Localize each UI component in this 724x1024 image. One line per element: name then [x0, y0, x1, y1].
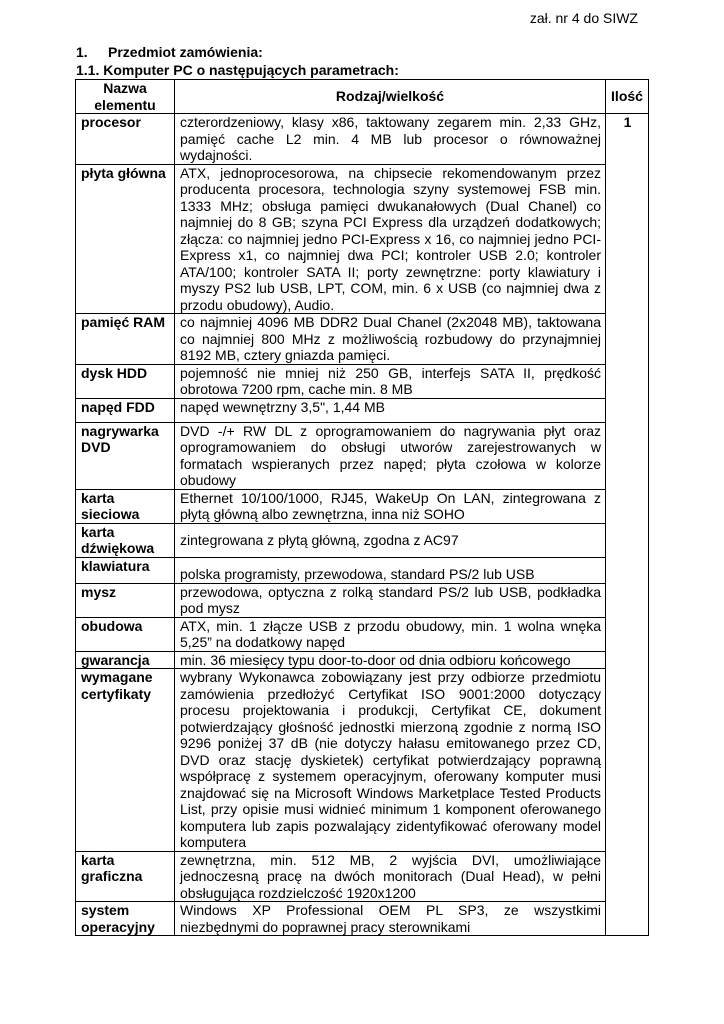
header-name: Nazwa elementu [76, 80, 175, 114]
row-description: zewnętrzna, min. 512 MB, 2 wyjścia DVI, umożliwiające jednoczesną pracę na dwóch monitorach (Dual Head), w pełni obsługująca rozdzielczość 1920x1200 [175, 851, 606, 902]
row-name: klawiatura [76, 557, 175, 583]
table-row [76, 617, 649, 651]
quantity-cell: 1 [606, 114, 649, 936]
row-description: ATX, jednoprocesorowa, na chipsecie rekomendowanym przez producenta procesora, technologia szyny systemowej FSB min. 1333 MHz; obsługa pamięci dwukanałowych (Dual Chanel) co najmniej do 8 GB; szyna PCI Express dla urządzeń dodatkowych; złącza: co najmniej jedno PCI-Express x 16, co najmniej jedno PCI-Express x1, co najmniej dwa PCI; kontroler USB 2.0; kontroler ATA/100; kontroler SATA II; porty zewnętrzne: porty klawiatury i myszy PS2 lub USB, LPT, COM, min. 6 x USB (co najmniej dwa z przodu obudowy), Audio. [175, 164, 606, 314]
row-description: polska programisty, przewodowa, standard PS/2 lub USB [175, 557, 606, 583]
row-name: karta sieciowa [76, 489, 175, 523]
row-name: procesor [76, 114, 175, 165]
table-row [76, 114, 649, 165]
row-description: czterordzeniowy, klasy x86, taktowany zegarem min. 2,33 GHz, pamięć cache L2 min. 4 MB lub procesor o równoważnej wydajności. [175, 114, 606, 165]
row-name: pamięć RAM [76, 314, 175, 365]
table-row [76, 364, 649, 398]
row-description: zintegrowana z płytą główną, zgodna z AC97 [175, 523, 606, 557]
row-name: karta graficzna [76, 851, 175, 902]
row-name: obudowa [76, 617, 175, 651]
table-row [76, 489, 649, 523]
row-description: DVD -/+ RW DL z oprogramowaniem do nagrywania płyt oraz oprogramowaniem do obsługi utworów zarejestrowanych w formatach wspieranych przez napęd; płyta czołowa w kolorze obudowy [175, 422, 606, 489]
table-row [76, 164, 649, 314]
row-description: ATX, min. 1 złącze USB z przodu obudowy, min. 1 wolna wnęka 5,25” na dodatkowy napęd [175, 617, 606, 651]
section-heading [76, 44, 263, 60]
table-row [76, 314, 649, 365]
section-title: Przedmiot zamówienia: [108, 44, 263, 60]
row-name: mysz [76, 583, 175, 617]
row-name: system operacyjny [76, 902, 175, 936]
header-quantity: Ilość [606, 80, 649, 114]
table-row [76, 651, 649, 669]
subsection-heading: 1.1. Komputer PC o następujących parametrach: [76, 62, 399, 78]
row-name: wymagane certyfikaty [76, 669, 175, 852]
table-row [76, 669, 649, 852]
row-description: min. 36 miesięcy typu door-to-door od dnia odbioru końcowego [175, 651, 606, 669]
attachment-label: zał. nr 4 do SIWZ [529, 10, 638, 26]
table-row [76, 422, 649, 489]
row-description: co najmniej 4096 MB DDR2 Dual Chanel (2x2048 MB), taktowana co najmniej 800 MHz z możliwością rozbudowy do przynajmniej 8192 MB, cztery gniazda pamięci. [175, 314, 606, 365]
table-row [76, 902, 649, 936]
row-description: napęd wewnętrzny 3,5", 1,44 MB [175, 398, 606, 422]
row-name: płyta główna [76, 164, 175, 314]
table-row [76, 523, 649, 557]
table-row [76, 851, 649, 902]
table-row [76, 583, 649, 617]
spec-table [75, 79, 649, 936]
table-row [76, 557, 649, 583]
row-name: napęd FDD [76, 398, 175, 422]
row-name: dysk HDD [76, 364, 175, 398]
row-name: karta dźwiękowa [76, 523, 175, 557]
row-description: wybrany Wykonawca zobowiązany jest przy odbiorze przedmiotu zamówienia przedłożyć Certyfikat ISO 9001:2000 dotyczący procesu projektowania i produkcji, Certyfikat CE, dokument potwierdzający głośność jednostki mierzoną zgodnie z normą ISO 9296 poniżej 37 dB (nie dotyczy hałasu emitowanego przez CD, DVD oraz stację dyskietek) certyfikat potwierdzający poprawną współpracę z systemem operacyjnym, oferowany komputer musi znajdować się na Microsoft Windows Marketplace Tested Products List, przy opisie musi widnieć minimum 1 komponent oferowanego komputera lub zapis pozwalający zidentyfikować oferowany model komputera [175, 669, 606, 852]
row-description: Ethernet 10/100/1000, RJ45, WakeUp On LAN, zintegrowana z płytą główną albo zewnętrzna, inna niż SOHO [175, 489, 606, 523]
row-description: pojemność nie mniej niż 250 GB, interfejs SATA II, prędkość obrotowa 7200 rpm, cache min. 8 MB [175, 364, 606, 398]
section-number: 1. [76, 44, 88, 60]
row-name: nagrywarka DVD [76, 422, 175, 489]
row-description: przewodowa, optyczna z rolką standard PS/2 lub USB, podkładka pod mysz [175, 583, 606, 617]
row-description: Windows XP Professional OEM PL SP3, ze wszystkimi niezbędnymi do poprawnej pracy sterownikami [175, 902, 606, 936]
header-description: Rodzaj/wielkość [175, 80, 606, 114]
table-row [76, 398, 649, 422]
row-name: gwarancja [76, 651, 175, 669]
